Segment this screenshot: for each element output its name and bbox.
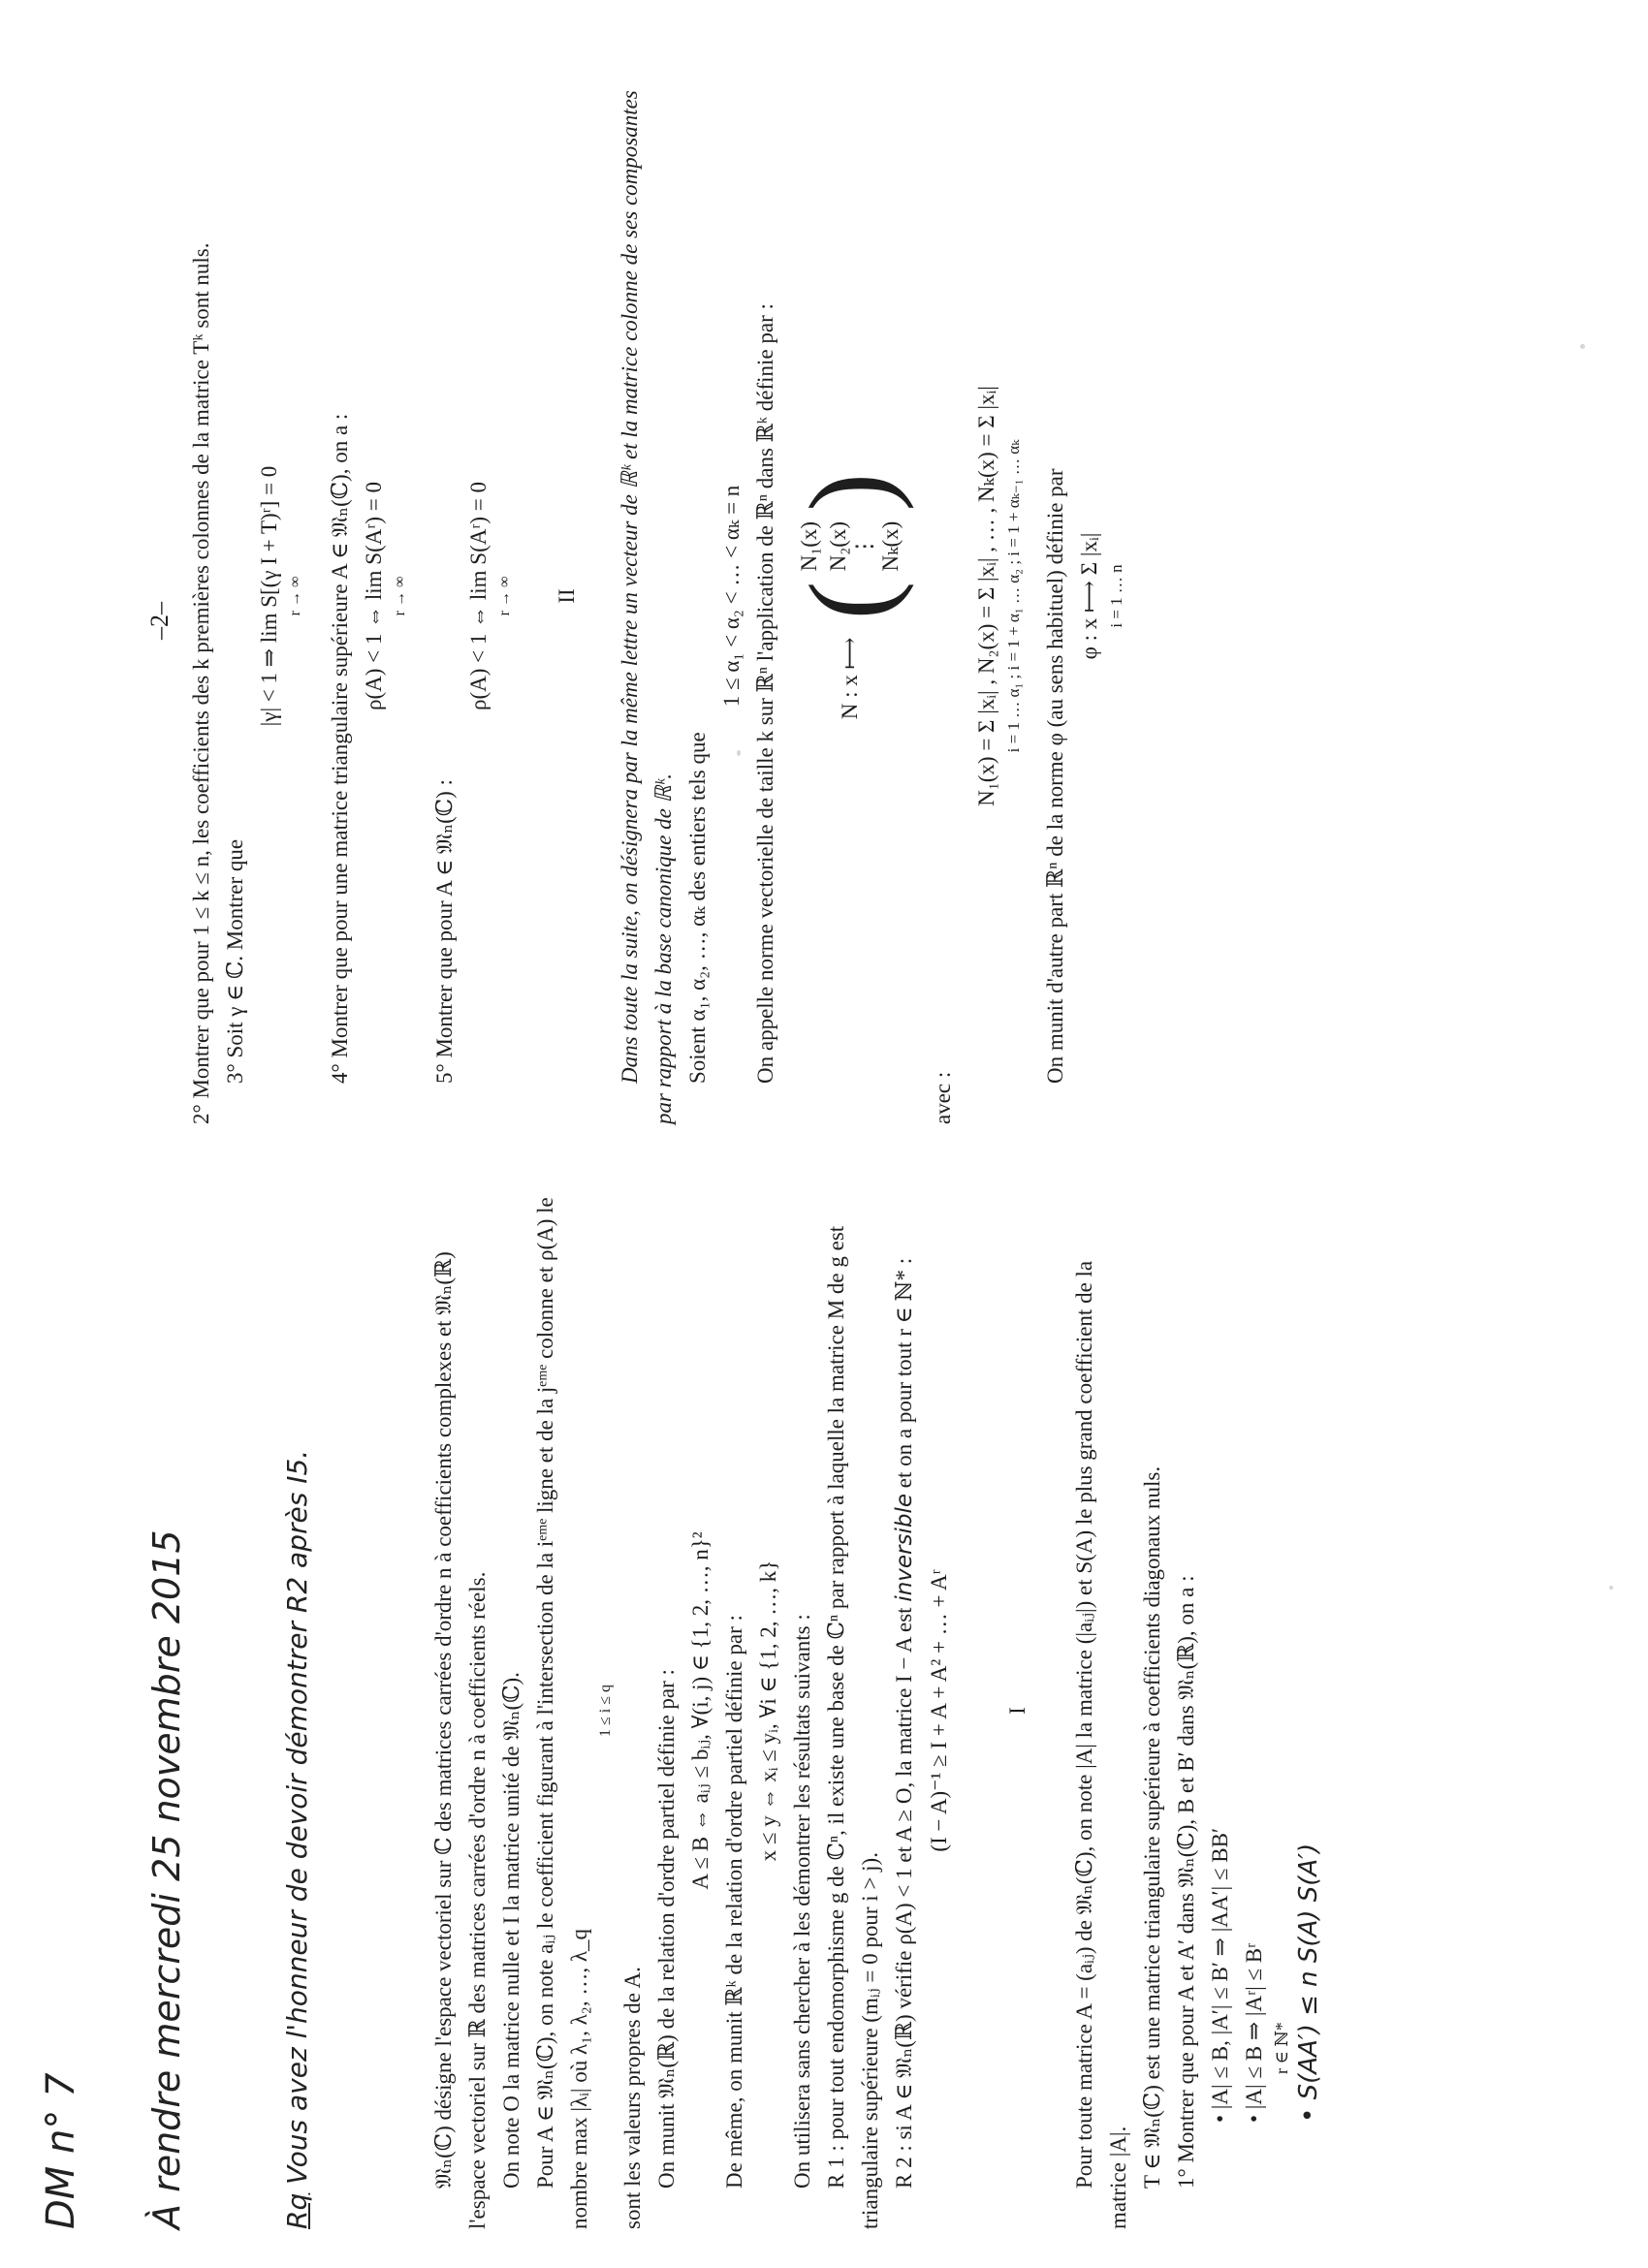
triangular-matrix-definition: T ∈ 𝔐ₙ(ℂ) est une matrice triangulaire supérieure à coefficients diagonaux nuls. [1140, 1465, 1164, 2189]
vector-norm-map-label: N : x ⟼ [838, 637, 862, 720]
integers-intro: Soient α₁, α₂, …, αₖ des entiers tels que [685, 732, 710, 1084]
abs-matrix-definition: Pour toute matrice A = (aᵢⱼ) de 𝔐ₙ(ℂ), on note |A| la matrice (|aᵢⱼ|) et S(A) le plus grand coefficient de la matrice |A|. [1072, 1260, 1130, 2229]
right-column [184, 68, 1127, 1124]
question-3-formula: |γ| < 1 ⇒ lim S[(γ I + T)ʳ] = 0 [257, 465, 281, 727]
matrix-order-formula: A ≤ B ⇔ aᵢⱼ ≤ bᵢⱼ, ∀(i, j) ∈ {1, 2, …, n}² [688, 1531, 713, 1890]
result-r2-text: R 2 : si A ∈ 𝔐ₙ(ℝ) vérifie ρ(A) < 1 et A ≥ O, la matrice I − A est [892, 1607, 916, 2189]
question-3: 3° Soit γ ∈ ℂ. Montrer que [223, 838, 247, 1084]
norm-column-vector [795, 512, 905, 582]
section-II-heading: II [555, 588, 579, 604]
convention-paragraph: Dans toute la suite, on désignera par la même lettre un vecteur de ℝᵏ et la matrice colonne de ses composantes par rapport à la base canonique de ℝᵏ. [618, 90, 676, 1124]
avec-label: avec : [931, 1071, 955, 1124]
vector-entry-dots: ⋮ [852, 535, 876, 558]
left-column [427, 1192, 1326, 2229]
max-index-range: 1 ≤ i ≤ q [597, 1685, 614, 1738]
results-intro: On utilisera sans chercher à les démontrer les résultats suivants : [790, 1614, 814, 2189]
question-5-formula: ρ(A) < 1 ⇔ lim S(Aʳ) = 0 [466, 482, 491, 710]
phi-norm-intro: On munit d'autre part ℝⁿ de la norme φ (au sens habituel) définie par [1043, 468, 1067, 1084]
null-and-unit-matrix: On note O la matrice nulle et I la matrice unité de 𝔐ₙ(ℂ). [499, 1672, 523, 2189]
handwritten-note [281, 1260, 313, 2229]
question-1-item-3-handwritten: • S(AA′) ≤ n S(A) S(A′) [1294, 1843, 1323, 2123]
vector-norm-map [785, 68, 914, 1124]
question-4: 4° Montrer que pour une matrice triangulaire supérieure A ∈ 𝔐ₙ(ℂ), on a : [328, 413, 352, 1084]
question-3-limit-sub: r → ∞ [287, 576, 303, 616]
result-r2-handwritten: inversible [892, 1493, 917, 1602]
handwritten-title: DM n° 7 [39, 2072, 83, 2229]
vector-order-formula: x ≤ y ⇔ xᵢ ≤ yᵢ, ∀i ∈ {1, 2, …, k} [756, 1559, 780, 1862]
spectral-radius-definition: Pour A ∈ 𝔐ₙ(ℂ), on note aᵢⱼ le coefficient figurant à l'intersection de la iᵉᵐᵉ ligne et de la jᵉᵐᵉ colonne et ρ(A) le nombre max |λᵢ| où λ₁, λ₂, …, λ_q [533, 1197, 591, 2229]
question-4-limit-sub: r → ∞ [392, 576, 408, 616]
question-5-limit-sub: r → ∞ [496, 576, 513, 616]
result-r2-end: et on a pour tout r ∈ ℕ* : [892, 1257, 916, 1489]
section-I-heading: I [1005, 1707, 1030, 1715]
vector-entry-k: Nₖ(x) [878, 520, 903, 572]
question-1: 1° Montrer que pour A et A′ dans 𝔐ₙ(ℂ), B et B′ dans 𝔐ₙ(ℝ), on a : [1174, 1575, 1198, 2189]
scan-speck [1580, 344, 1585, 349]
left-paren: ( [785, 581, 914, 620]
vector-order-intro: De même, on munit ℝᵏ de la relation d'ordre partiel définie par : [722, 1615, 746, 2189]
intro-paragraph: 𝔐ₙ(ℂ) désigne l'espace vectoriel sur ℂ des matrices carrées d'ordre n à coefficients complexes et 𝔐ₙ(ℝ) l'espace vectoriel sur ℝ des matrices carrées d'ordre n à coefficients réels. [431, 1251, 490, 2229]
scan-speck [737, 750, 741, 756]
matrix-order-intro: On munit 𝔐ₙ(ℝ) de la relation d'ordre partiel définie par : [654, 1669, 679, 2189]
question-1-item-2: • |A| ≤ B ⇒ |Aʳ| ≤ Bʳ [1242, 1942, 1266, 2123]
integers-condition: 1 ≤ α₁ < α₂ < … < αₖ = n [719, 485, 744, 708]
handwritten-due-date: À rendre mercredi 25 novembre 2015 [145, 1529, 188, 2229]
result-r2 [887, 1192, 922, 2229]
neumann-series-inequality: (I − A)⁻¹ ≥ I + A + A² + … + Aʳ [927, 1569, 951, 1852]
phi-norm-limits: i = 1 … n [1107, 564, 1125, 628]
phi-norm-formula: φ : x ⟼ Σ |xᵢ| [1077, 532, 1101, 660]
page-number: –2– [145, 602, 174, 640]
vector-norm-definition: On appelle norme vectorielle de taille k sur ℝⁿ l'application de ℝⁿ dans ℝᵏ définie par : [753, 303, 777, 1084]
handwritten-note-prefix: Rq [281, 2192, 313, 2229]
question-2: 2° Montrer que pour 1 ≤ k ≤ n, les coefficients des k premières colonnes de la matrice Tᵏ sont nuls. [189, 242, 213, 1124]
vector-entry-1: N₁(x) [797, 520, 821, 572]
right-paren: ) [785, 472, 914, 512]
question-1-item-1: • |A| ≤ B, |A′| ≤ B′ ⇒ |AA′| ≤ BB′ [1208, 1828, 1232, 2123]
scan-speck [1609, 1586, 1613, 1590]
vector-entry-2: N₂(x) [826, 520, 850, 572]
question-4-formula: ρ(A) < 1 ⇔ lim S(Aʳ) = 0 [362, 482, 386, 710]
result-r1: R 1 : pour tout endomorphisme g de ℂⁿ, il existe une base de ℂⁿ par rapport à laquelle la matrice M de g est triangulaire supérieure (mᵢⱼ = 0 pour i > j). [824, 1225, 882, 2229]
eigenvalues-line: sont les valeurs propres de A. [620, 1967, 645, 2229]
question-5: 5° Montrer que pour A ∈ 𝔐ₙ(ℂ) : [432, 779, 457, 1084]
question-1-item-2-sub: r ∈ ℕ* [1272, 2022, 1291, 2074]
partial-norms-formula: N₁(x) = Σ |xᵢ| , N₂(x) = Σ |xᵢ| , … , Nₖ(x) = Σ |xᵢ| [974, 386, 998, 806]
partial-norms-limits: i = 1 … α₁ ; i = 1 + α₁ … α₂ ; i = 1 + αₖ₋₁ … αₖ [1004, 439, 1023, 753]
handwritten-note-text: Vous avez l'honneur de devoir démontrer R2 après I5. [281, 1449, 313, 2185]
